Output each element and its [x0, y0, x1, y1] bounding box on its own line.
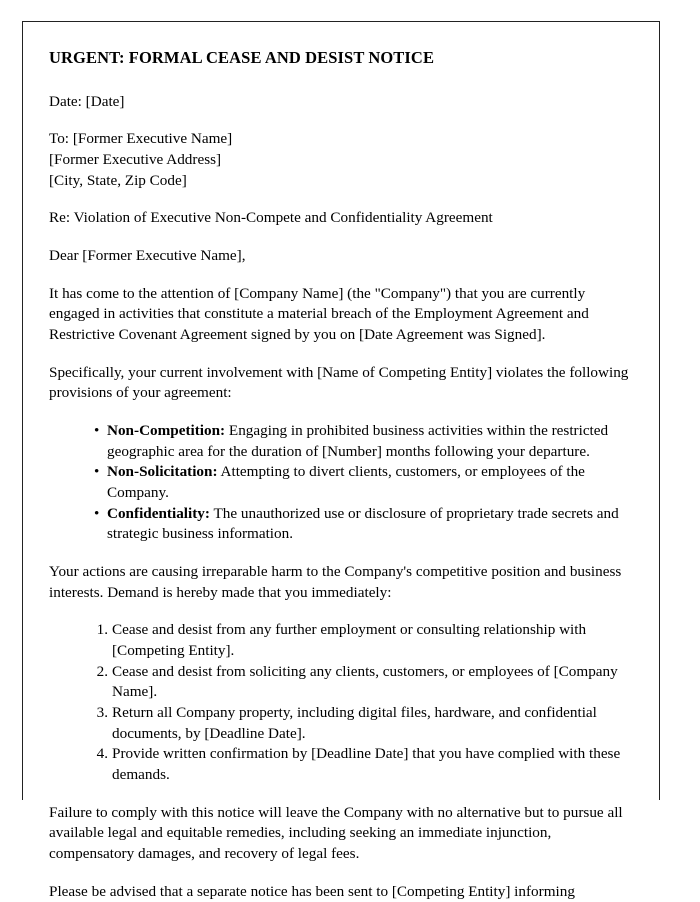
list-item	[94, 462, 631, 503]
paragraph-separate-notice: Please be advised that a separate notice has been sent to [Competing Entity] informing	[49, 882, 575, 900]
recipient-address-block	[49, 129, 631, 191]
subject-line: Re: Violation of Executive Non-Compete and Confidentiality Agreement	[49, 209, 493, 227]
demands-list	[49, 620, 631, 785]
document-body	[23, 22, 659, 902]
violation-text: Attempting to divert clients, customers, or employees of the Company.	[107, 463, 585, 502]
paragraph-violations-intro: Specifically, your current involvement with [Name of Competing Entity] violates the following provisions of your agreement:	[49, 363, 629, 402]
recipient-address-line: [Former Executive Address]	[49, 150, 222, 168]
list-item	[94, 421, 631, 462]
list-item: Return all Company property, including digital files, hardware, and confidential documents, by [Deadline Date].	[112, 704, 597, 742]
document-page	[22, 21, 660, 900]
paragraph-breach-notice: It has come to the attention of [Company Name] (the "Company") that you are currently engaged in activities that constitute a material breach of the Employment Agreement and Restrictive Covenant Agreement signed by you on [Date Agreement was Signed].	[49, 284, 589, 343]
date-line: Date: [Date]	[49, 92, 125, 110]
violation-text: Engaging in prohibited business activities within the restricted geographic area for the duration of [Number] months following your departure.	[107, 422, 609, 460]
recipient-name-line: To: [Former Executive Name]	[49, 130, 233, 148]
salutation: Dear [Former Executive Name],	[49, 246, 246, 264]
list-item: Cease and desist from soliciting any clients, customers, or employees of [Company Name].	[112, 662, 618, 701]
violation-label: Confidentiality:	[107, 504, 210, 522]
violation-text: The unauthorized use or disclosure of proprietary trade secrets and strategic business information.	[107, 504, 619, 543]
page-title: URGENT: FORMAL CEASE AND DESIST NOTICE	[49, 48, 435, 67]
violations-list	[49, 421, 631, 545]
paragraph-demands-intro: Your actions are causing irreparable harm to the Company's competitive position and business interests. Demand is hereby made that you immediately:	[49, 563, 622, 601]
violation-label: Non-Competition:	[107, 422, 226, 440]
list-item: Provide written confirmation by [Deadline Date] that you have complied with these demands.	[112, 745, 621, 784]
list-item: Cease and desist from any further employment or consulting relationship with [Competing Entity].	[112, 621, 587, 660]
list-item	[94, 504, 631, 545]
paragraph-failure-to-comply: Failure to comply with this notice will leave the Company with no alternative but to pursue all available legal and equitable remedies, including seeking an immediate injunction, compensatory damages, and recovery of legal fees.	[49, 803, 623, 863]
recipient-city-state-zip-line: [City, State, Zip Code]	[49, 171, 187, 189]
violation-label: Non-Solicitation:	[107, 463, 218, 481]
